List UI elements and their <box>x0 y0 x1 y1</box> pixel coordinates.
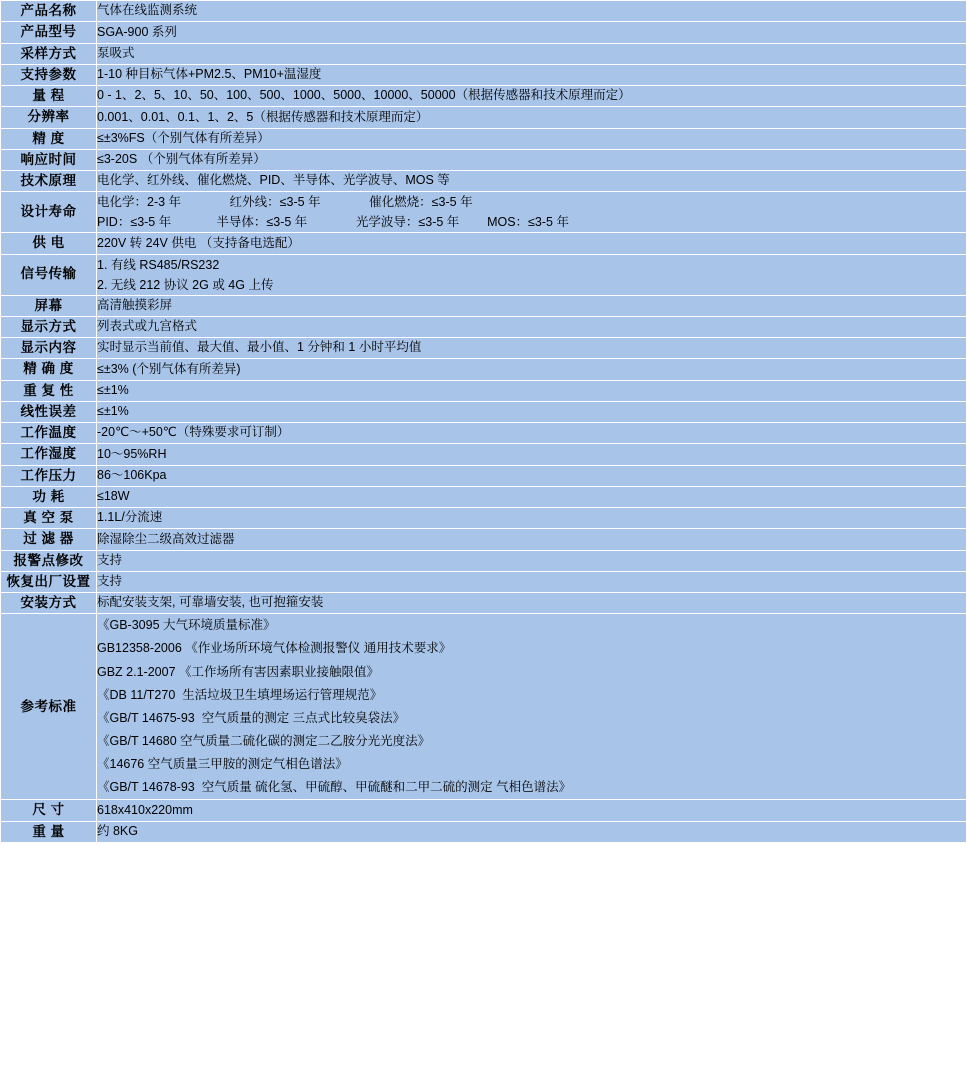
table-row <box>1 171 967 192</box>
row-label: 尺 寸 <box>1 800 97 821</box>
row-value-line: 《14676 空气质量三甲胺的测定气相色谱法》 <box>97 757 348 771</box>
row-value-line: 1. 有线 RS485/RS232 <box>97 257 220 272</box>
row-value: 气体在线监测系统 <box>97 1 967 22</box>
table-row <box>1 192 967 233</box>
row-value: 电化学、红外线、催化燃烧、PID、半导体、光学波导、MOS 等 <box>97 171 967 192</box>
table-row <box>1 128 967 149</box>
row-value: 支持 <box>97 571 967 592</box>
table-row <box>1 295 967 316</box>
row-value-line: 《GB/T 14675-93 空气质量的测定 三点式比较臭袋法》 <box>97 710 406 725</box>
table-row <box>1 43 967 64</box>
row-value: ≤±3% (个别气体有所差异) <box>97 359 967 380</box>
row-label: 工作湿度 <box>1 444 97 465</box>
row-value-line: 2. 无线 212 协议 2G 或 4G 上传 <box>97 277 274 292</box>
table-row <box>1 593 967 614</box>
table-row <box>1 444 967 465</box>
row-label: 产品名称 <box>1 1 97 22</box>
row-value-line: 《GB/T 14680 空气质量二硫化碳的测定二乙胺分光光度法》 <box>97 733 431 748</box>
row-value-line: 《DB 11/T270 生活垃圾卫生填埋场运行管理规范》 <box>97 687 383 702</box>
row-value-line: GB12358-2006 《作业场所环境气体检测报警仪 通用技术要求》 <box>97 641 452 656</box>
row-value <box>97 614 967 800</box>
table-row <box>1 22 967 43</box>
row-label: 功 耗 <box>1 486 97 507</box>
row-label: 过 滤 器 <box>1 529 97 550</box>
row-value: 列表式或九宫格式 <box>97 316 967 337</box>
table-row <box>1 64 967 85</box>
row-value-line: GBZ 2.1-2007 《工作场所有害因素职业接触限值》 <box>97 664 379 679</box>
table-body <box>1 1 967 843</box>
row-value: 1-10 种目标气体+PM2.5、PM10+温湿度 <box>97 64 967 85</box>
table-row <box>1 614 967 800</box>
row-value: 0 - 1、2、5、10、50、100、500、1000、5000、10000、50000（根据传感器和技术原理而定） <box>97 86 967 107</box>
table-row <box>1 86 967 107</box>
row-value: 除湿除尘二级高效过滤器 <box>97 529 967 550</box>
row-value: 实时显示当前值、最大值、最小值、1 分钟和 1 小时平均值 <box>97 338 967 359</box>
row-value: 支持 <box>97 550 967 571</box>
table-row <box>1 254 967 295</box>
row-label: 显示方式 <box>1 316 97 337</box>
table-row <box>1 529 967 550</box>
row-value <box>97 254 967 295</box>
row-value-line: 《GB-3095 大气环境质量标准》 <box>97 618 276 633</box>
table-row <box>1 423 967 444</box>
row-value: ≤3-20S （个别气体有所差异） <box>97 149 967 170</box>
table-row <box>1 233 967 254</box>
row-value: 标配安装支架, 可靠墙安装, 也可抱箍安装 <box>97 593 967 614</box>
table-row <box>1 401 967 422</box>
row-value-line: 电化学：2-3 年 红外线：≤3-5 年 催化燃烧：≤3-5 年 <box>97 195 473 210</box>
row-value: 高清触摸彩屏 <box>97 295 967 316</box>
row-label: 真 空 泵 <box>1 508 97 529</box>
row-label: 精 度 <box>1 128 97 149</box>
row-value <box>97 192 967 233</box>
row-label: 采样方式 <box>1 43 97 64</box>
table-row <box>1 465 967 486</box>
row-label: 屏幕 <box>1 295 97 316</box>
row-label: 重 量 <box>1 821 97 842</box>
row-label: 量 程 <box>1 86 97 107</box>
row-label: 技术原理 <box>1 171 97 192</box>
table-row <box>1 550 967 571</box>
row-value: 泵吸式 <box>97 43 967 64</box>
row-label: 报警点修改 <box>1 550 97 571</box>
row-label: 重 复 性 <box>1 380 97 401</box>
row-value: 86～106Kpa <box>97 465 967 486</box>
row-label: 安装方式 <box>1 593 97 614</box>
row-value: 约 8KG <box>97 821 967 842</box>
row-label: 显示内容 <box>1 338 97 359</box>
row-value: ≤±1% <box>97 380 967 401</box>
row-label: 响应时间 <box>1 149 97 170</box>
row-label: 信号传输 <box>1 254 97 295</box>
table-row <box>1 821 967 842</box>
table-row <box>1 107 967 128</box>
row-label: 恢复出厂设置 <box>1 571 97 592</box>
table-row <box>1 508 967 529</box>
table-row <box>1 571 967 592</box>
row-label: 工作压力 <box>1 465 97 486</box>
row-value-line: PID：≤3-5 年 半导体：≤3-5 年 光学波导：≤3-5 年 MOS：≤3-5 年 <box>97 215 569 230</box>
row-label: 设计寿命 <box>1 192 97 233</box>
row-value: 1.1L/分流速 <box>97 508 967 529</box>
row-value: 220V 转 24V 供电 （支持备电选配） <box>97 233 967 254</box>
table-row <box>1 800 967 821</box>
row-value: -20℃～+50℃（特殊要求可订制） <box>97 423 967 444</box>
row-value: 0.001、0.01、0.1、1、2、5（根据传感器和技术原理而定） <box>97 107 967 128</box>
row-value: ≤18W <box>97 486 967 507</box>
row-value: ≤±1% <box>97 401 967 422</box>
row-label: 支持参数 <box>1 64 97 85</box>
row-value-line: 《GB/T 14678-93 空气质量 硫化氢、甲硫醇、甲硫醚和二甲二硫的测定 气相色谱法》 <box>97 780 572 795</box>
table-row <box>1 380 967 401</box>
table-row <box>1 338 967 359</box>
row-label: 参考标准 <box>1 614 97 800</box>
row-label: 精 确 度 <box>1 359 97 380</box>
row-value: 618x410x220mm <box>97 800 967 821</box>
table-row <box>1 149 967 170</box>
row-label: 产品型号 <box>1 22 97 43</box>
row-value: SGA-900 系列 <box>97 22 967 43</box>
row-label: 供 电 <box>1 233 97 254</box>
table-row <box>1 316 967 337</box>
table-row <box>1 1 967 22</box>
row-label: 工作温度 <box>1 423 97 444</box>
row-label: 线性误差 <box>1 401 97 422</box>
row-label: 分辨率 <box>1 107 97 128</box>
row-value: ≤±3%FS（个别气体有所差异） <box>97 128 967 149</box>
table-row <box>1 359 967 380</box>
table-row <box>1 486 967 507</box>
row-value: 10～95%RH <box>97 444 967 465</box>
